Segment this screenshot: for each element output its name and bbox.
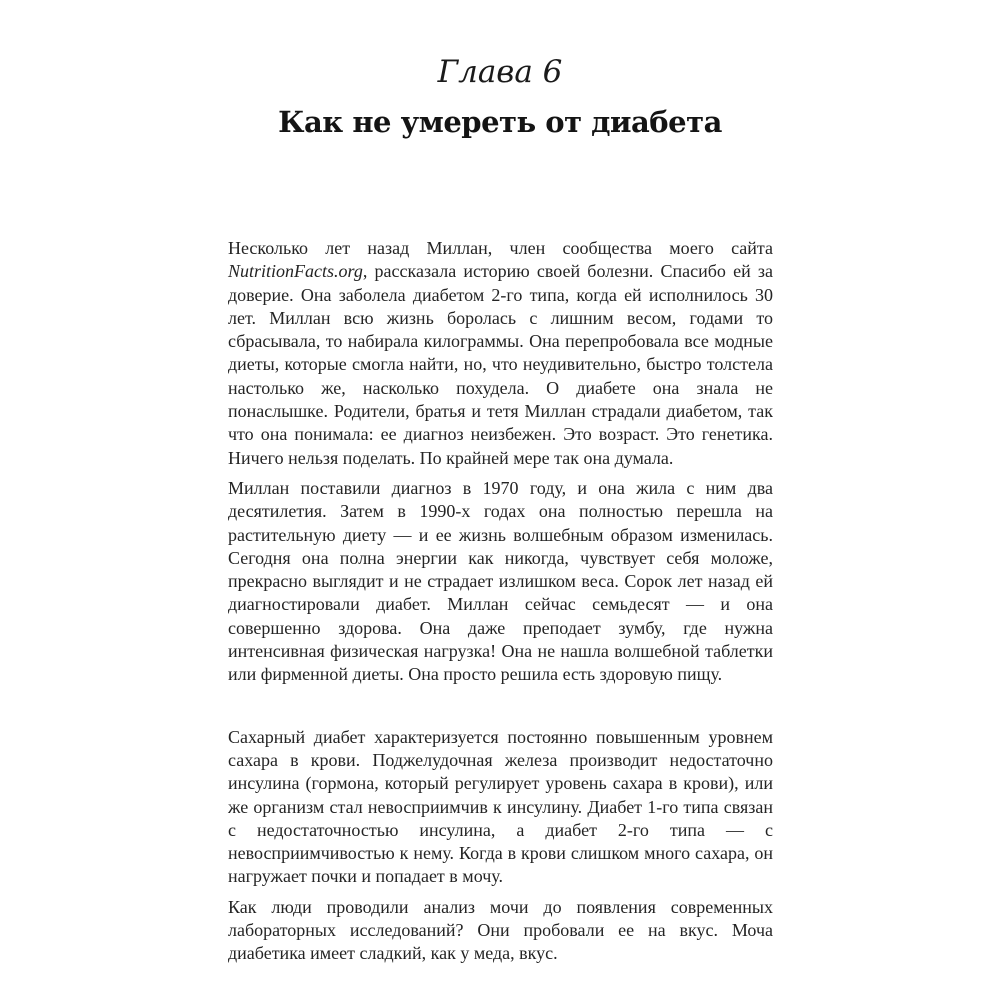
paragraph-4: Как люди проводили анализ мочи до появления современных лабораторных исследований? Они пробовали ее на вкус. Моча диабетика имеет сладкий, как у меда, вкус.	[228, 896, 773, 964]
paragraph-1-lead: Несколько лет назад Миллан, член сообщества моего сайта	[228, 238, 773, 258]
body-text	[228, 237, 773, 973]
paragraph-1	[228, 237, 773, 470]
page-title: Как не умереть от диабета	[278, 105, 722, 139]
site-name-italic: NutritionFacts.org	[228, 261, 363, 282]
paragraph-1-rest: , рассказала историю своей болезни. Спасибо ей за доверие. Она заболела диабетом 2-го типа, когда ей исполнилось 30 лет. Миллан всю жизнь боролась с лишним весом, годами то сбрасывала, то набирала килограммы. Она перепробовала все модные диеты, которые смогла найти, но, что неудивительно, быстро толстела настолько же, насколько похудела. О диабете она знала не понаслышке. Родители, братья и тетя Миллан страдали диабетом, так что она понимала: ее диагноз неизбежен. Это возраст. Это генетика. Ничего нельзя поделать. По крайней мере так она думала.	[228, 261, 773, 468]
chapter-label: Глава 6	[437, 54, 563, 90]
paragraph-2: Миллан поставили диагноз в 1970 году, и она жила с ним два десятилетия. Затем в 1990-х годах она полностью перешла на растительную диету — и ее жизнь волшебным образом изменилась. Сегодня она полна энергии как никогда, чувствует себя моложе, прекрасно выглядит и не страдает излишком веса. Сорок лет назад ей диагностировали диабет. Миллан сейчас семьдесят — и она совершенно здорова. Она даже преподает зумбу, где нужна интенсивная физическая нагрузка! Она не нашла волшебной таблетки или фирменной диеты. Она просто решила есть здоровую пищу.	[228, 477, 773, 685]
paragraph-3: Сахарный диабет характеризуется постоянно повышенным уровнем сахара в крови. Поджелудочная железа производит недостаточно инсулина (гормона, который регулирует уровень сахара в крови), или же организм стал невосприимчив к инсулину. Диабет 1-го типа связан с недостаточностью инсулина, а диабет 2-го типа — с невосприимчивостью к нему. Когда в крови слишком много сахара, он нагружает почки и попадает в мочу.	[228, 726, 773, 887]
